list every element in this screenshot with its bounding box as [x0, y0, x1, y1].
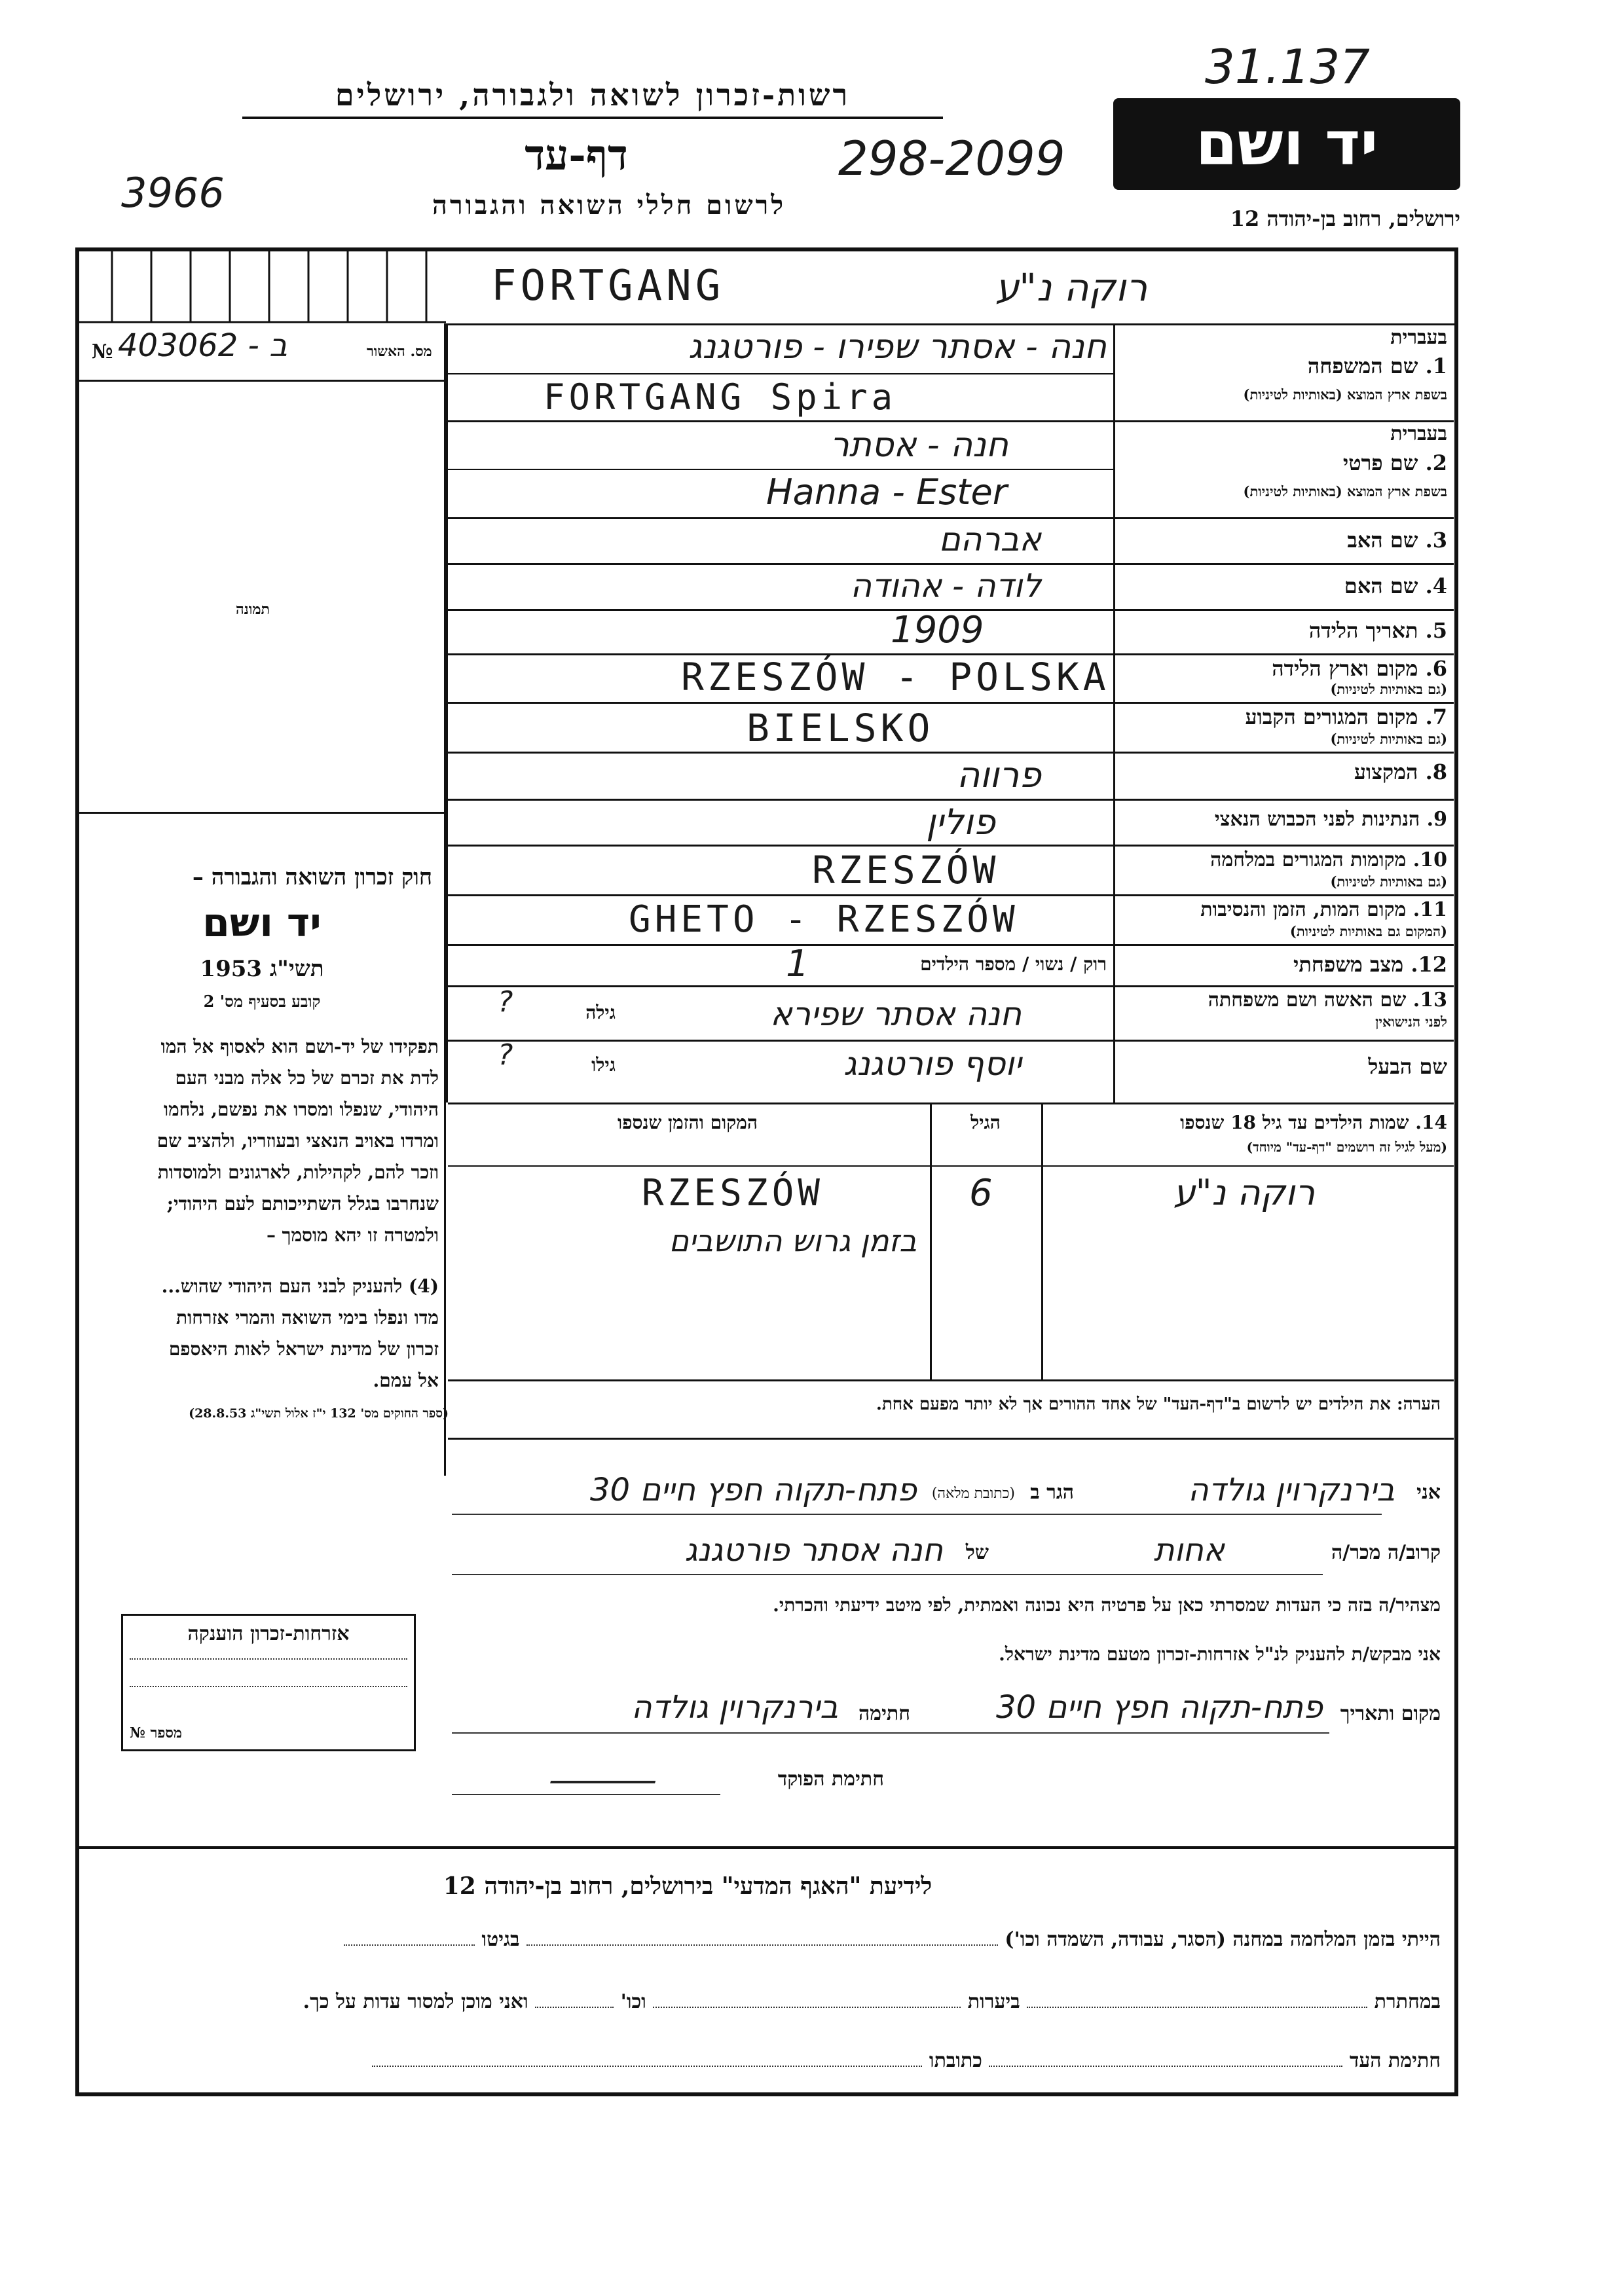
institution-name: רשות-זכרון לשואה ולגבורה, ירושלים	[335, 77, 851, 113]
mother-name-value: לודה - אהודה	[850, 567, 1041, 605]
children-bottom-line	[448, 1379, 1454, 1381]
field-10-num: 10.	[1412, 848, 1447, 871]
law-text-line: ולמטרה זו יהא מוסמך –	[266, 1224, 439, 1246]
top-box-strip	[79, 251, 446, 323]
birth-place-value: RZESZÓW - POLSKA	[681, 655, 1110, 699]
marital-sub-row: רוק / נשוי / מספר הילדים	[920, 953, 1107, 975]
row-line	[448, 563, 1454, 565]
child-death-place-value: RZESZÓW	[642, 1172, 824, 1214]
field-9-label-text: הנתינות לפני הכבוש הנאצי	[1214, 808, 1420, 831]
field-7-sub: (גם באותיות לטיניות)	[1330, 731, 1447, 747]
form-subtitle: לרשום חללי השואה והגבורה	[432, 190, 786, 221]
field-6-sub: (גם באותיות לטיניות)	[1330, 681, 1447, 697]
place-date-label: מקום ותאריך	[1340, 1702, 1441, 1725]
declaration-row-2	[452, 1532, 1441, 1578]
etc-label: וכו'	[620, 1990, 646, 2013]
first-name-latin-value: Hanna - Ester	[766, 471, 1007, 513]
field-1-num: 1.	[1425, 354, 1447, 378]
law-title: חוק זכרון השואה והגבורה –	[192, 864, 432, 890]
field-10-sub: (גם באותיות לטיניות)	[1330, 873, 1447, 890]
surname-latin-value: FORTGANG Spira	[544, 376, 897, 418]
field-3-num: 3.	[1425, 528, 1447, 553]
residing-label: הגר ב	[1030, 1481, 1074, 1504]
row-line	[448, 985, 1454, 987]
child-name-value: רוקה נ"ע	[1173, 1172, 1316, 1213]
field-12-label-text: מצב משפחתי	[1293, 952, 1404, 977]
testimony-willing-label: ואני מוכן למסור עדות על כך.	[303, 1990, 528, 2013]
field-11-label	[1120, 898, 1447, 921]
children-count-value: 1	[786, 943, 809, 985]
surname-hebrew-value: חנה - אסתר שפירו - פורטגנג	[688, 327, 1107, 367]
officer-initials	[550, 1735, 668, 1783]
law-text-line: וזכר להם, לקהילות, לארגונים ולמוסדות	[157, 1161, 439, 1183]
relative-value: אחות	[1153, 1532, 1225, 1569]
field-4-label	[1120, 574, 1447, 598]
law-name: יד ושם	[202, 900, 322, 946]
law-clause: קובע בסעיף מס' 2	[203, 992, 321, 1011]
address-hint: (כתובת מלאה)	[931, 1485, 1015, 1502]
field-4-label-text: שם האם	[1344, 574, 1418, 598]
address-value: פתח-תקוה חפץ חיים 30	[589, 1472, 917, 1508]
hebrew-tag-1: בעברית	[1390, 326, 1447, 349]
field-9-num: 9.	[1426, 808, 1447, 831]
signature-label: חתימה	[858, 1702, 910, 1725]
citizenship-box-number	[130, 1724, 182, 1741]
hebrew-tag-2: בעברית	[1390, 422, 1447, 445]
law-text-line: ומרדו באויב הנאצי ובעוזריו, ולהציב שם	[157, 1130, 439, 1152]
decl-underline	[452, 1794, 720, 1795]
field-3-label-text: שם האב	[1347, 528, 1418, 553]
child-age-value: 6	[969, 1172, 993, 1214]
footer-top-line	[79, 1846, 1454, 1849]
row-line	[448, 517, 1454, 519]
form-title: דף-עד	[525, 131, 628, 180]
relative-label: קרוב/ה מכר/ה	[1331, 1541, 1441, 1564]
note-bottom-line	[448, 1438, 1454, 1440]
field-3-label	[1120, 528, 1447, 553]
address: ירושלים, רחוב בן-יהודה 12	[1230, 206, 1460, 231]
name-tag-top: רוקה נ"ע	[995, 265, 1148, 310]
field-1-sub: בשפת ארץ המוצא (באותיות לטיניות)	[1243, 386, 1447, 403]
declaration-row-1	[452, 1472, 1441, 1518]
logo-text: יד ושם	[1195, 109, 1378, 179]
i-label: אני	[1416, 1481, 1441, 1504]
law-year: תשי"ג 1953	[200, 956, 324, 982]
ghetto-label: בגיטו	[481, 1928, 520, 1951]
law-text-line: זכרון של מדינת ישראל לאות היאספם	[168, 1338, 439, 1360]
box-line	[130, 1686, 407, 1687]
declarant-name-value: בירנקרוין גולדה	[1188, 1472, 1395, 1508]
field-13-sub: לפני הנישואין	[1375, 1013, 1447, 1030]
field-13-label	[1120, 989, 1447, 1011]
declaration-request: אני מבקש/ת להעניק לנ"ל אזרחות-זכרון מטעם מדינת ישראל.	[999, 1643, 1441, 1665]
law-text-line: לדת את זכרם של כל אלה מבני העם	[175, 1067, 439, 1089]
field-2-sub: בשפת ארץ המוצא (באותיות לטיניות)	[1243, 483, 1447, 500]
field-12-num: 12.	[1411, 952, 1447, 977]
husband-age-value: ?	[498, 1038, 513, 1072]
law-text-line: היהודי, שנפלו ומסרו את נפשם, נלחמו	[163, 1099, 439, 1120]
father-name-value: אברהם	[938, 520, 1041, 558]
field-2-label	[1120, 450, 1447, 475]
field-5-label	[1120, 618, 1447, 643]
serial-separator	[79, 380, 446, 382]
husband-age-label: גילו	[591, 1054, 616, 1076]
citizenship-box-title: אזרחות-זכרון הוענקה	[187, 1622, 350, 1645]
decl-underline	[452, 1574, 1323, 1575]
field-8-num: 8.	[1425, 759, 1447, 784]
deceased-name-value: חנה אסתר פורטגנג	[684, 1532, 943, 1569]
child-death-circumstance-value: בזמן גרוש התושבים	[669, 1223, 917, 1258]
field-7-label	[1120, 704, 1447, 729]
field-10-label-text: מקומות המגורים במלחמה	[1210, 848, 1407, 871]
box-line	[130, 1658, 407, 1660]
children-header-line	[448, 1165, 1454, 1167]
box-number-label: מספר	[150, 1724, 182, 1741]
residence-value: BIELSKO	[747, 706, 934, 750]
serial-label: מס. האשור	[367, 343, 432, 360]
death-place-value: GHETO - RZESZÓW	[629, 898, 1019, 941]
row-line	[448, 1040, 1454, 1042]
top-strip-bottom	[446, 323, 1454, 325]
footer-line-3	[98, 2049, 1441, 2072]
children-col-2	[1041, 1104, 1043, 1379]
footer-line-1	[98, 1928, 1441, 1951]
officer-signature-label: חתימת הפוקד	[777, 1768, 884, 1791]
law-text-line: שנחרבו בגלל השתייכותם לעם היהודי;	[166, 1193, 439, 1214]
serial-no-mark: №	[92, 340, 113, 363]
birth-date-value: 1909	[891, 609, 984, 651]
field-7-label-text: מקום המגורים הקבוע	[1245, 704, 1418, 729]
surname-top: FORTGANG	[491, 262, 725, 310]
row-line	[448, 702, 1454, 704]
field-6-num: 6.	[1425, 656, 1447, 681]
field-13-num: 13.	[1412, 989, 1447, 1011]
citizenship-box	[121, 1614, 416, 1751]
row-line	[448, 469, 1113, 470]
field-6-label	[1120, 656, 1447, 681]
row-line	[448, 799, 1454, 801]
photo-separator	[79, 812, 446, 814]
row-line	[448, 845, 1454, 847]
witness-signature-label: חתימת העד	[1349, 2049, 1441, 2072]
camp-label: הייתי בזמן המלחמה במחנה (הסגר, עבודה, השמדה וכו')	[1005, 1928, 1441, 1951]
signature-value: בירנקרוין גולדה	[631, 1689, 838, 1726]
field-8-label-text: המקצוע	[1354, 759, 1418, 784]
field-7-num: 7.	[1425, 704, 1447, 729]
wife-age-label: גילה	[585, 1002, 616, 1023]
handwritten-left-number: 3966	[121, 169, 225, 217]
field-11-num: 11.	[1412, 898, 1447, 921]
field-5-num: 5.	[1425, 618, 1447, 643]
declaration-statement: מצהיר/ה בזה כי העדות שמסרתי כאן על פרטיה היא נכונה ואמתית, לפי מיטב ידיעתי והכרתי.	[773, 1594, 1441, 1616]
first-name-hebrew-value: חנה - אסתר	[830, 426, 1008, 465]
law-text-line: אל עמם.	[373, 1370, 439, 1391]
nationality-value: פולין	[926, 801, 995, 843]
field-10-label	[1120, 848, 1447, 871]
field-13-label-text: שם האשה ושם משפחתה	[1208, 989, 1407, 1011]
field-8-label	[1120, 759, 1447, 784]
row-line	[448, 944, 1454, 946]
header-underline	[242, 117, 943, 119]
field-2-label-text: שם פרטי	[1342, 450, 1418, 475]
forest-label: ביערות	[967, 1990, 1020, 2013]
witness-address-label: כתובתו	[929, 2049, 982, 2072]
field-9-label	[1120, 808, 1447, 831]
law-text-line: תפקידו של יד-ושם הוא לאסוף אל המו	[160, 1036, 439, 1057]
children-age-header: הגיל	[970, 1112, 1001, 1133]
declaration-row-5	[452, 1689, 1441, 1741]
row-line	[448, 1102, 1454, 1104]
field-14-num: 14.	[1415, 1112, 1447, 1133]
decl-underline	[452, 1732, 1329, 1734]
decl-underline	[452, 1514, 1382, 1515]
of-label: של	[965, 1541, 989, 1564]
handwritten-registry-number: 298-2099	[838, 131, 1065, 186]
field-11-label-text: מקום המות, הזמן והנסיבות	[1200, 898, 1407, 921]
children-col-1	[930, 1104, 932, 1379]
children-place-header: המקום והזמן שנספו	[618, 1112, 758, 1133]
law-text-line: (4) להעניק לבני העם היהודי שהוש...	[161, 1275, 439, 1297]
law-text	[92, 1031, 439, 1396]
children-header-sub: (מעל לגיל זה רושמים "דף-עד" מיוחד)	[1246, 1139, 1447, 1155]
footer-title: לידיעת "האגף המדעי" בירושלים, רחוב בן-יהודה 12	[443, 1872, 932, 1900]
law-source: (ספר החוקים מס' 132 י"ז אלול תשי"ג 28.8.53)	[189, 1406, 449, 1421]
footer-line-2	[98, 1990, 1441, 2013]
field-1-label-text: שם המשפחה	[1307, 354, 1418, 378]
field-5-label-text: תאריך הלידה	[1308, 618, 1418, 643]
field-2-num: 2.	[1425, 450, 1447, 475]
field-1-label	[1120, 354, 1447, 378]
profession-value: פרווה	[957, 754, 1041, 795]
row-line	[448, 373, 1113, 374]
wife-age-value: ?	[498, 985, 513, 1019]
box-number-no: №	[130, 1724, 145, 1741]
field-6-label-text: מקום וארץ הלידה	[1272, 656, 1418, 681]
children-header	[1048, 1112, 1447, 1134]
husband-label: שם הבעל	[1368, 1054, 1447, 1079]
law-text-line: מדו ונפלו בימי השואה והמרי אזרחות	[176, 1307, 439, 1328]
handwritten-top-right-number: 31.137	[1205, 39, 1370, 94]
wartime-residence-value: RZESZÓW	[812, 848, 1000, 892]
photo-label: תמונה	[236, 601, 270, 618]
row-line	[448, 894, 1454, 896]
field-12-label	[1120, 952, 1447, 977]
note: הערה: את הילדים יש לרשום ב"דף-העד" של אחד ההורים אך לא יותר מפעם אחת.	[876, 1394, 1441, 1414]
field-4-num: 4.	[1425, 574, 1447, 598]
place-date-value: פתח-תקוה חפץ חיים 30	[995, 1689, 1323, 1726]
husband-name-value: יוסף פורטגנג	[843, 1045, 1022, 1083]
underground-label: במחתרת	[1374, 1990, 1441, 2013]
field-11-sub: (המקום גם באותיות לטיניות)	[1289, 923, 1447, 939]
yad-vashem-logo	[1113, 98, 1460, 190]
row-line	[448, 752, 1454, 754]
children-header-text: שמות הילדים עד גיל 18 שנספו	[1180, 1112, 1409, 1133]
wife-name-value: חנה אסתר שפירא	[770, 995, 1022, 1033]
serial-number-value: 403062 - ב	[118, 327, 287, 364]
